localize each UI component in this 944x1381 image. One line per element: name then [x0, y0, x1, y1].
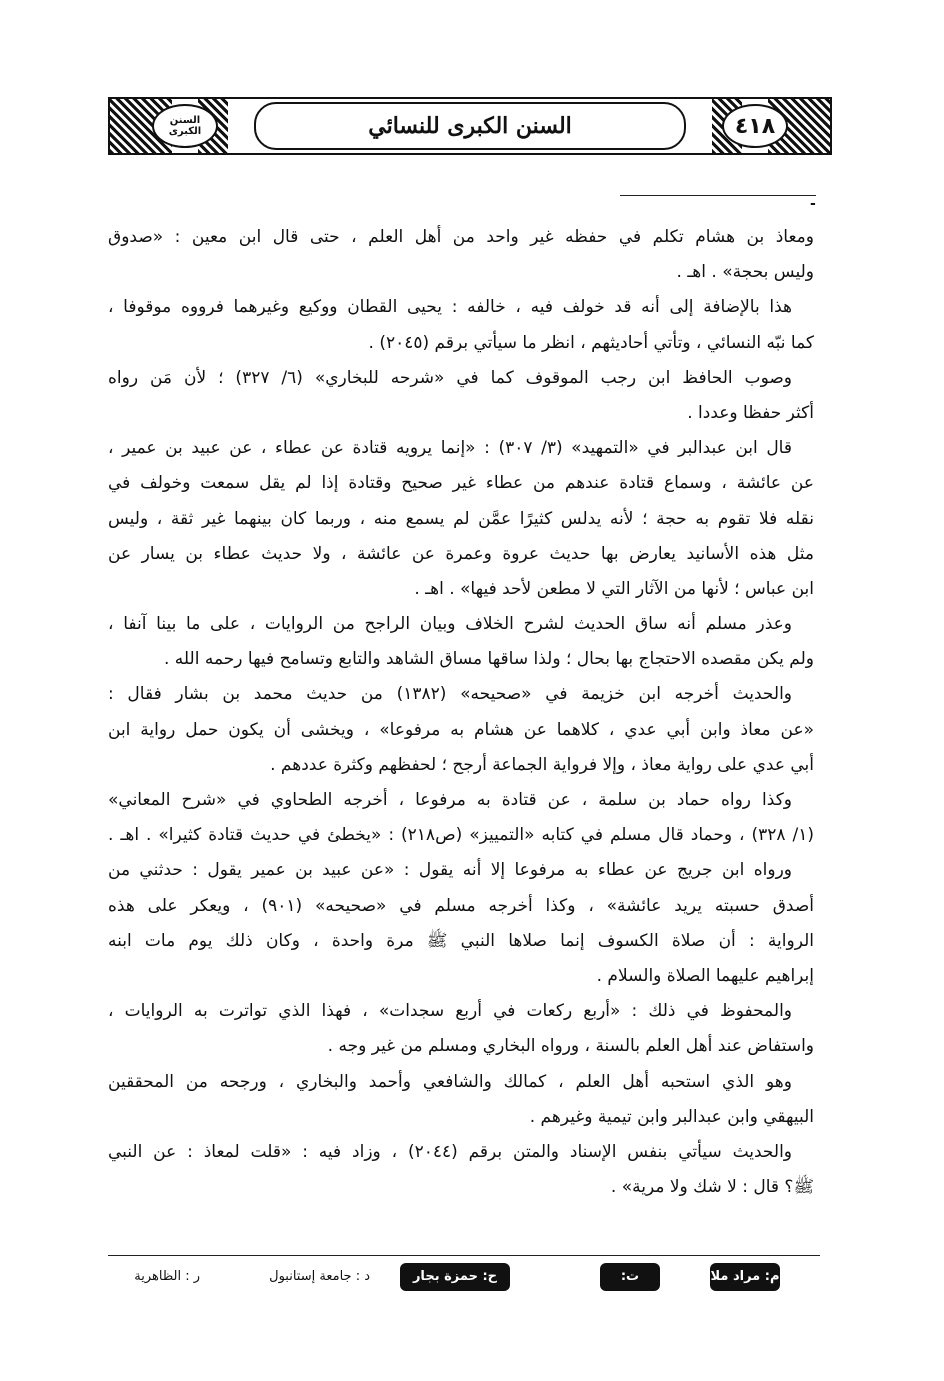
text-line: البيهقي وابن عبدالبر وابن تيمية وغيرهم . — [529, 1106, 814, 1127]
page-number-circle — [722, 104, 788, 148]
text-line: ابن عباس ؛ لأنها من الآثار التي لا مطعن لأحد فيها» . اهـ . — [414, 578, 814, 599]
manuscript-sigla — [120, 1263, 780, 1312]
text-line: وعذر مسلم أنه ساق الحديث لشرح الخلاف وبيان الراجح من الروايات ، على ما بينا آنفا ، — [108, 614, 792, 635]
text-line: قال ابن عبدالبر في «التمهيد» (٣/ ٣٠٧) : «إنما يرويه قتادة عن عطاء ، عن عبيد بن عمير ، — [108, 438, 792, 459]
text-line: (١/ ٣٢٨) ، وحماد قال مسلم في كتابه «التمييز» (ص٢١٨) : «يخطئ في حديث قتادة كثيرا» . اهـ . — [108, 825, 814, 846]
emblem-text: السنن الكبرى — [168, 115, 202, 137]
siglum-r: ر : الظاهرية — [134, 1269, 200, 1284]
text-line: ومعاذ بن هشام تكلم في حفظه غير واحد من أهل العلم ، حتى قال ابن معين : «صدوق — [108, 227, 814, 247]
text-line: وصوب الحافظ ابن رجب الموقوف كما في «شرحه للبخاري» (٦/ ٣٢٧) ؛ لأن مَن رواه — [108, 367, 792, 388]
text-line: أكثر حفظا وعددا . — [687, 402, 814, 423]
text-line: ﷺ؟ قال : لا شك ولا مرية» . — [610, 1177, 814, 1198]
text-line: كما نبّه النسائي ، وتأتي أحاديثهم ، انظر ما سيأتي برقم (٢٠٤٥) . — [368, 332, 814, 353]
text-line: «عن معاذ وابن أبي عدي ، كلاهما عن هشام به مرفوعا» ، ويخشى أن يكون حمل رواية ابن — [108, 719, 814, 740]
footnote-text — [108, 220, 814, 1205]
text-line: أصدق حسبته يريد عائشة» ، وكذا أخرجه مسلم في «صحيحه» (٩٠١) ، ويعكر على هذه — [108, 895, 814, 916]
book-emblem — [152, 104, 218, 148]
badge-h: ح: حمزة بجار الله — [400, 1263, 510, 1291]
text-line: أبي عدي على رواية معاذ ، وإلا فرواية الجماعة أرجح ؛ لحفظهم وكثرة عددهم . — [270, 754, 814, 775]
text-line: نقله فلا تقوم به حجة ؛ لأنه يدلس كثيرًا عمَّن لم يسمع منه ، وربما كان بينهما غير ثقة ، وليس — [108, 508, 814, 529]
text-line: والحديث سيأتي بنفس الإسناد والمتن برقم (٢٠٤٤) ، وزاد فيه : «قلت لمعاذ : عن النبي — [108, 1141, 792, 1162]
text-line: ولم يكن مقصده الاحتجاج بها بحال ؛ ولذا ساقها مساق الشاهد والتابع وتسامح فيها رحمه الله . — [163, 649, 814, 670]
footer-rule — [108, 1255, 820, 1256]
siglum-d: د : جامعة إستانبول — [269, 1269, 370, 1284]
text-line: واستفاض عند أهل العلم بالسنة ، ورواه البخاري ومسلم من غير وجه . — [327, 1036, 814, 1057]
text-line: هذا بالإضافة إلى أنه قد خولف فيه ، خالفه : يحيى القطان ووكيع وغيرهما فرووه موقوفا ، — [108, 297, 792, 318]
text-line: وليس بحجة» . اهـ . — [676, 262, 814, 283]
text-line: والحديث أخرجه ابن خزيمة في «صحيحه» (١٣٨٢) من حديث محمد بن بشار فقال : — [108, 684, 792, 705]
text-line: والمحفوظ في ذلك : «أربع ركعات في أربع سجدات» ، فهذا الذي تواترت به الروايات ، — [108, 1001, 792, 1022]
page-number: ٤١٨ — [734, 113, 776, 139]
text-line: إبراهيم عليهما الصلاة والسلام . — [596, 965, 814, 986]
text-line: وهو الذي استحبه أهل العلم ، كمالك والشافعي وأحمد والبخاري ، ورجحه من المحققين — [108, 1071, 792, 1092]
badge-t: ت: تطوان — [600, 1263, 660, 1291]
text-line: عن عائشة ، وسماع قتادة عندهم من عطاء غير صحيح وقتادة إذا لم يقل سمعت وخولف في — [108, 473, 814, 494]
footnote-rule — [620, 195, 816, 196]
text-line: مثل هذه الأسانيد يعارض بها حديث عروة وعمرة عن عائشة ، ولا حديث عطاء بن يسار عن — [108, 543, 814, 564]
badge-m: م: مراد ملا — [710, 1263, 780, 1291]
book-title: السنن الكبرى للنسائي — [368, 113, 572, 139]
text-line: ورواه ابن جريج عن عطاء به مرفوعا إلا أنه يقول : «عن عبيد بن عمير يقول : حدثني من — [108, 860, 792, 881]
text-line: وكذا رواه حماد بن سلمة ، عن قتادة به مرفوعا ، أخرجه الطحاوي في «شرح المعاني» — [108, 790, 792, 810]
continuation-mark: - — [810, 196, 816, 212]
text-line: الرواية : أن صلاة الكسوف إنما صلاها النبي ﷺ مرة واحدة ، وكان ذلك يوم مات ابنه — [108, 930, 814, 951]
page-header — [108, 97, 832, 155]
title-cartouche — [254, 102, 686, 150]
